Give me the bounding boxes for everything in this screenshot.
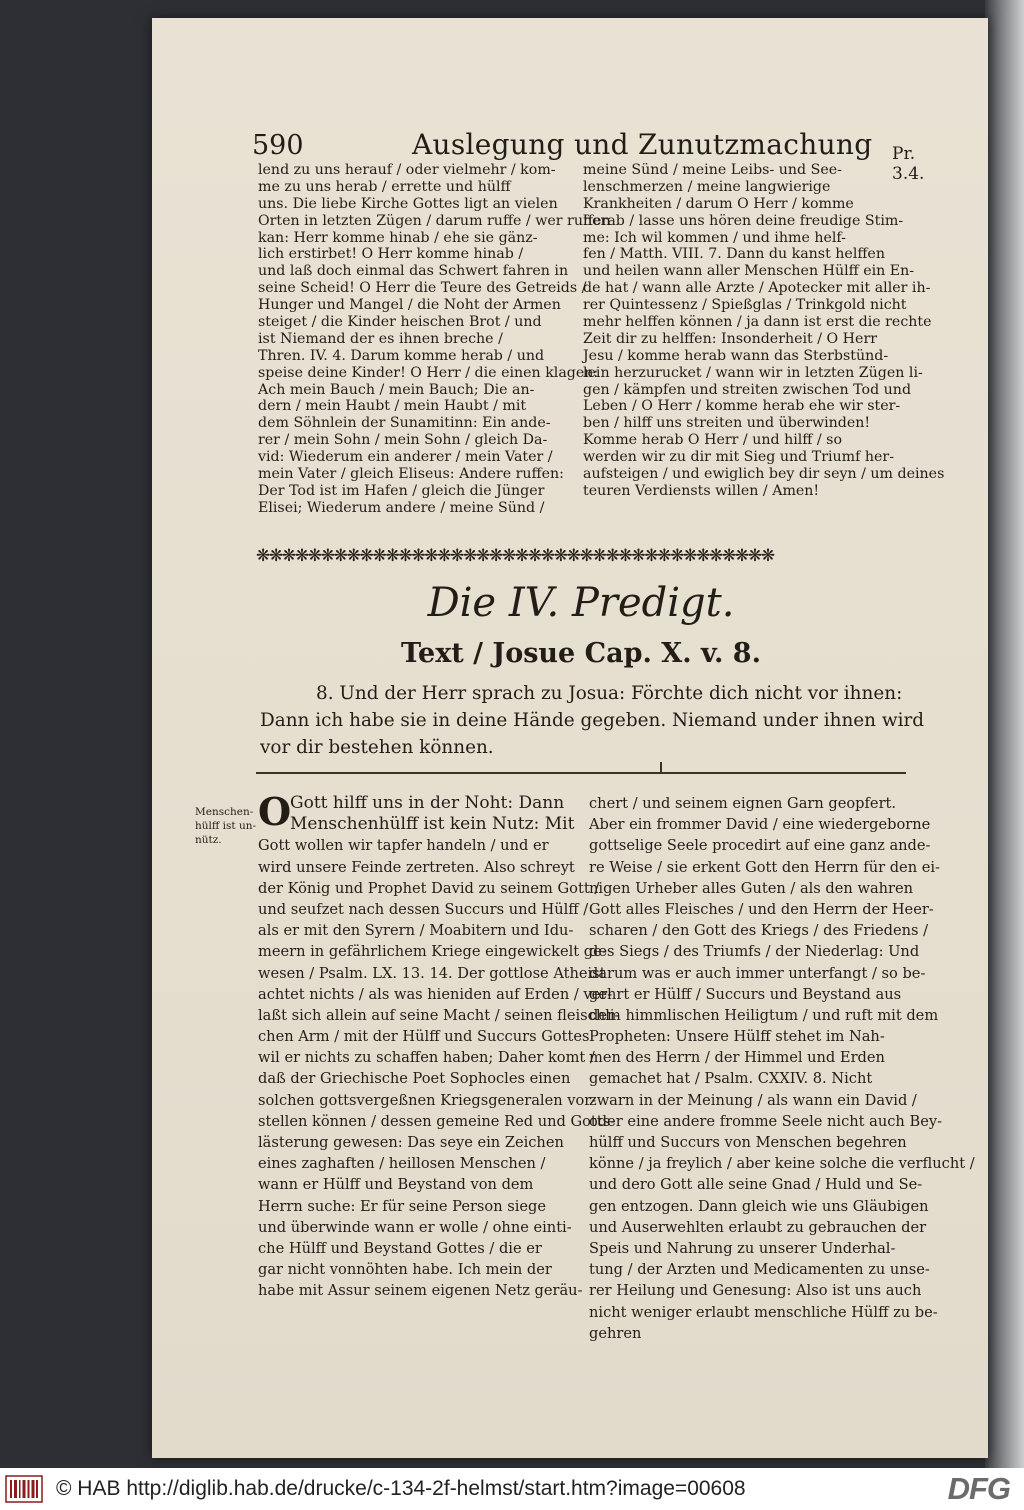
marginal-note-line: Menschen- (195, 806, 254, 818)
bottom-left-column-line: laßt sich allein auf seine Macht / seinen fleischli- (258, 1006, 620, 1024)
bottom-left-column-line: wil er nichts zu schaffen haben; Daher komt / (258, 1049, 595, 1067)
top-right-column-line: Zeit dir zu helffen: Insonderheit / O Herr (583, 330, 878, 347)
top-right-column-line: ben / hilff uns streiten und überwinden! (583, 415, 871, 432)
bottom-left-column-line: wird unsere Feinde zertreten. Also schreyt (258, 858, 575, 876)
bottom-left-column-line: chen Arm / mit der Hülff und Succurs Gottes (258, 1028, 590, 1046)
top-left-column (258, 162, 611, 517)
bottom-left-column-line: wann er Hülff und Beystand von dem (258, 1176, 534, 1194)
bottom-left-column-line: lästerung gewesen: Das seye ein Zeichen (258, 1134, 564, 1151)
verse-block-line: Dann ich habe sie in deine Hände gegeben. Niemand under ihnen wird (260, 710, 925, 731)
top-right-column-line: lein herzurucket / wann wir in letzten Zügen li- (583, 364, 923, 381)
initial-letter: O (258, 789, 292, 834)
bottom-right-column-line: und Auserwehlten erlaubt zu gebrauchen der (589, 1218, 927, 1236)
bottom-right-column-line: gehren (589, 1324, 642, 1342)
top-left-column-line: kan: Herr komme hinab / ehe sie gänz- (258, 229, 538, 246)
top-right-column-line: mehr helffen können / ja dann ist erst die rechte (583, 314, 932, 331)
bottom-left-column-line: che Hülff und Beystand Gottes / die er (258, 1239, 542, 1257)
source-url-link[interactable]: © HAB http://diglib.hab.de/drucke/c-134-2f-helmst/start.htm?image=00608 (56, 1477, 746, 1500)
bottom-left-column-line: achtet nichts / als was hieniden auf Erden / ver- (258, 985, 613, 1003)
top-right-column-line: werden wir zu dir mit Sieg und Triumf her- (583, 449, 895, 466)
verse-block-line: 8. Und der Herr sprach zu Josua: Förchte dich nicht vor ihnen: (316, 683, 903, 704)
bottom-right-column-line: gottselige Seele procedirt auf eine ganz ande- (589, 837, 931, 855)
bottom-right-column-line: gehrt er Hülff / Succurs und Beystand aus (589, 985, 902, 1003)
top-right-column-line: und heilen wann aller Menschen Hülff ein En- (583, 263, 915, 280)
catchword: Pr. 3.4. (892, 144, 925, 184)
top-right-column-line: meine Sünd / meine Leibs- und See- (583, 162, 842, 178)
top-right-column-line: lenschmerzen / meine langwierige (583, 178, 831, 195)
bottom-right-column-line: könne / ja freylich / aber keine solche die verflucht / (589, 1155, 975, 1173)
bottom-right-column-line: gen entzogen. Dann gleich wie uns Gläubigen (589, 1197, 929, 1215)
bottom-right-column-line: Gott alles Fleisches / und den Herrn der Heer- (589, 900, 934, 918)
top-right-column-line: herab / lasse uns hören deine freudige Stim- (583, 212, 904, 229)
top-left-column-line: seine Scheid! O Herr die Teure des Getreids / (258, 280, 587, 297)
bottom-right-column-line: nigen Urheber alles Guten / als den wahren (589, 879, 914, 897)
bottom-right-column-line: nicht weniger erlaubt menschliche Hülff zu be- (589, 1303, 938, 1321)
top-left-column-line: Orten in letzten Zügen / darum ruffe / wer ruffen (258, 212, 611, 229)
bottom-right-column (589, 793, 975, 1344)
top-left-column-line: lend zu uns herauf / oder vielmehr / kom- (258, 162, 556, 178)
text-reference: Text / Josue Cap. X. v. 8. (401, 638, 761, 669)
bottom-right-column-line: zwarn in der Meinung / als wann ein David / (589, 1091, 917, 1109)
top-left-column-line: und laß doch einmal das Schwert fahren in (258, 263, 569, 280)
dfg-logo: DFG (947, 1471, 1010, 1506)
hab-barcode-logo-icon (4, 1474, 44, 1504)
top-left-column-line: Der Tod ist im Hafen / gleich die Jünger (258, 482, 545, 499)
section-rule (256, 772, 906, 774)
bottom-right-column-line: men des Herrn / der Himmel und Erden (589, 1049, 885, 1067)
top-left-column-line: speise deine Kinder! O Herr / die einen klagen: (258, 364, 599, 381)
bottom-left-column-line: und seufzet nach dessen Succurs und Hülff / (258, 900, 589, 918)
top-left-column-line: dem Söhnlein der Sunamitinn: Ein ande- (258, 415, 551, 432)
bottom-left-column-line: Herrn suche: Er für seine Person siege (258, 1197, 547, 1215)
footer-bar (0, 1468, 1024, 1510)
top-left-column-line: dern / mein Haubt / mein Haubt / mit (258, 398, 527, 415)
top-left-column-line: lich erstirbet! O Herr komme hinab / (258, 246, 524, 263)
top-left-column-line: vid: Wiederum ein anderer / mein Vater / (258, 449, 553, 466)
bottom-left-column-line: meern in gefährlichem Kriege eingewickelt ge- (258, 943, 607, 961)
bottom-left-column-line: gar nicht vonnöhten habe. Ich mein der (258, 1261, 552, 1279)
bottom-right-column-line: tung / der Arzten und Medicamenten zu unse- (589, 1261, 930, 1279)
top-right-column-line: fen / Matth. VIII. 7. Dann du kanst helffen (583, 246, 885, 263)
bottom-right-column-line: gemachet hat / Psalm. CXXIV. 8. Nicht (589, 1070, 873, 1088)
top-right-column-line: aufsteigen / und ewiglich bey dir seyn / um deines (583, 466, 945, 483)
bottom-left-column-line: der König und Prophet David zu seinem Gott / (258, 879, 600, 897)
top-left-column-line: Hunger und Mangel / die Noht der Armen (258, 297, 561, 314)
top-right-column-line: de hat / wann alle Arzte / Apotecker mit aller ih- (583, 280, 931, 297)
bottom-left-column-line: wesen / Psalm. LX. 13. 14. Der gottlose Atheist (258, 964, 606, 982)
top-left-column-line: Elisei; Wiederum andere / meine Sünd / (258, 499, 545, 516)
bottom-right-column-line: chert / und seinem eignen Garn geopfert. (589, 795, 897, 812)
top-left-column-line: uns. Die liebe Kirche Gottes ligt an vielen (258, 195, 558, 212)
top-left-column-line: me zu uns herab / errette und hülff (258, 178, 511, 195)
scan-edge (985, 0, 1024, 1468)
verse-block-line: vor dir bestehen können. (260, 737, 494, 758)
top-right-column-line: gen / kämpfen und streiten zwischen Tod und (583, 381, 912, 398)
running-head: Auslegung und Zunutzmachung (412, 128, 873, 161)
page-number: 590 (252, 130, 304, 161)
bottom-right-column-line: Aber ein frommer David / eine wiedergeborne (589, 816, 931, 834)
bottom-left-column-line: Gott hilff uns in der Noht: Dann (290, 793, 565, 813)
top-left-column-line: ist Niemand der es ihnen breche / (258, 330, 503, 347)
bottom-right-column-line: und dero Gott alle seine Gnad / Huld und Se- (589, 1176, 923, 1194)
top-left-column-line: steiget / die Kinder heischen Brot / und (258, 314, 542, 331)
marginal-note-line: hülff ist un- (195, 820, 257, 832)
top-right-column-line: Krankheiten / darum O Herr / komme (583, 195, 854, 212)
bottom-right-column-line: scharen / den Gott des Kriegs / des Friedens / (589, 922, 929, 940)
bottom-right-column-line: rer Heilung und Genesung: Also ist uns auch (589, 1282, 922, 1300)
top-left-column-line: rer / mein Sohn / mein Sohn / gleich Da- (258, 432, 548, 449)
top-right-column-line: rer Quintessenz / Spießglas / Trinkgold nicht (583, 297, 907, 314)
top-right-column-line: Komme herab O Herr / und hilff / so (583, 432, 842, 449)
bottom-left-column-line: stellen können / dessen gemeine Red und Gotts- (258, 1112, 616, 1130)
bottom-right-column-line: darum was er auch immer unterfangt / so be- (589, 964, 926, 982)
ornament-divider: ❋❋❋❋❋❋❋❋❋❋❋❋❋❋❋❋❋❋❋❋❋❋❋❋❋❋❋❋❋❋❋❋❋❋❋❋❋❋❋❋ (256, 546, 774, 566)
bottom-left-column-line: eines zaghaften / heillosen Menschen / (258, 1155, 546, 1173)
top-right-column-line: Jesu / komme herab wann das Sterbstünd- (583, 347, 889, 364)
bottom-left-column-line: habe mit Assur seinem eigenen Netz geräu- (258, 1282, 583, 1300)
top-left-column-line: Thren. IV. 4. Darum komme herab / und (258, 347, 545, 364)
bottom-left-column-line: Gott wollen wir tapfer handeln / und er (258, 837, 549, 855)
section-rule-tick (660, 762, 662, 772)
bottom-right-column-line: Speis und Nahrung zu unserer Underhal- (589, 1239, 896, 1257)
top-right-column-line: teuren Verdiensts willen / Amen! (583, 482, 820, 499)
bottom-left-column (258, 789, 620, 1302)
bottom-left-column-line: und überwinde wann er wolle / ohne einti- (258, 1218, 572, 1236)
top-right-column-line: Leben / O Herr / komme herab ehe wir ster- (583, 398, 901, 415)
bottom-left-column-line: daß der Griechische Poet Sophocles einen (258, 1070, 571, 1088)
bottom-right-column-line: dem himmlischen Heiligtum / und ruft mit dem (589, 1006, 939, 1024)
marginal-note-line: nütz. (195, 834, 222, 846)
sermon-title: Die IV. Predigt. (427, 580, 735, 626)
verse-block (260, 680, 925, 761)
top-left-column-line: Ach mein Bauch / mein Bauch; Die an- (258, 381, 535, 398)
bottom-left-column-line: als er mit den Syrern / Moabitern und Idu- (258, 922, 574, 940)
marginal-note (195, 805, 265, 847)
bottom-right-column-line: Propheten: Unsere Hülff stehet im Nah- (589, 1028, 885, 1046)
bottom-right-column-line: oder eine andere fromme Seele nicht auch Bey- (589, 1112, 943, 1130)
bottom-left-column-line: solchen gottsvergeßnen Kriegsgeneralen vor- (258, 1091, 597, 1109)
bottom-right-column-line: des Siegs / des Triumfs / der Niederlag: Und (589, 943, 920, 961)
bottom-right-column-line: re Weise / sie erkent Gott den Herrn für den ei- (589, 858, 940, 876)
bottom-left-column-line: Menschenhülff ist kein Nutz: Mit (290, 814, 575, 835)
top-left-column-line: mein Vater / gleich Eliseus: Andere ruffen: (258, 466, 564, 483)
top-right-column-line: me: Ich wil kommen / und ihme helf- (583, 229, 846, 246)
bottom-right-column-line: hülff und Succurs von Menschen begehren (589, 1134, 907, 1151)
